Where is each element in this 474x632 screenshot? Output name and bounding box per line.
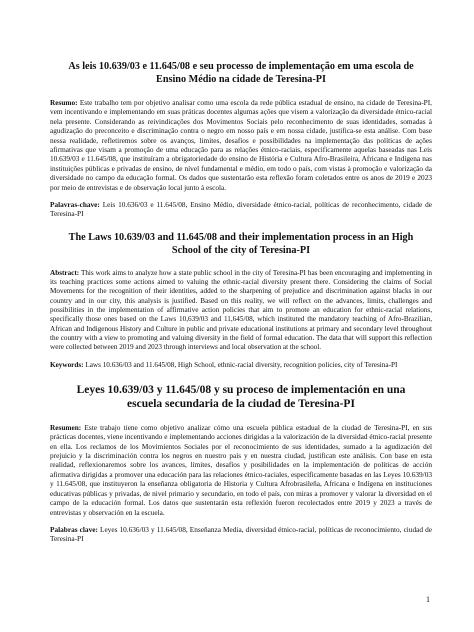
abstract-text-spanish: Este trabajo tiene como objetivo analizar cómo una escuela pública estadual de la ciudad de Teresina-PI, en sus prácticas docentes, viene incentivando e implementando acciones dirigidas a la valorización de la diversidad étnico-racial presente en ella. Los reclamos de los Movimientos Sociales por el reconocimiento de sus identidades, sumado a la agudización del prejuicio y la discriminación contra los negros en nuestro país y en nuestra ciudad, justifican este análisis. Con base en esta realidad, reflexionaremos sobre los avances, límites, desafíos y posibilidades en la implementación de políticas de acción afirmativa dirigidas a promover una educación para las relaciones étnico-raciales, específicamente basadas en las Leyes 10.639/03 y 11.645/08, que instituyeron la enseñanza obligatoria de Historia y Cultura Afrobrasileña, Africana e Indígena en instituciones educativas públicas y privadas, de nivel primario y secundario, en todo el país, con miras a promover y valorar la diversidad en el campo de la educación formal. Los datos que sustentarán esta reflexión fueron recolectados entre 2019 y 2023 a través de entrevistas y observación en la escuela. <box>50 422 432 517</box>
english-section <box>50 231 432 370</box>
keywords-english <box>50 361 432 370</box>
abstract-label-english: Abstract: <box>50 268 80 277</box>
keywords-text-english: Laws 10.636/03 and 11.645/08, High School, ethnic-racial diversity, recognition policies, city of Teresina-PI <box>85 360 398 369</box>
keywords-text-portuguese: Leis 10.636/03 e 11.645/08, Ensino Médio, diversidade étnico-racial, políticas de reconhecimento, cidade de Teresina-PI <box>50 200 432 219</box>
keywords-spanish <box>50 525 432 544</box>
abstract-text-english: This work aims to analyze how a state public school in the city of Teresina-PI has been encouraging and implementing in its teaching practices some actions aimed to valuing the ethnic-racial diversity present there. Considering the claims of Social Movements for the recognition of their identities, added to the sharpening of prejudice and discrimination against blacks in our country and in our city, this analysis is justified. Based on this reality, we will reflect on the advances, limits, challenges and possibilities in the implementation of affirmative action policies that aim to promote an education for ethnic-racial relations, specifically those ones based on the Laws 10,639/03 and 11,645/08, which instituted the mandatory teaching of Afro-Brazilian, African and Indigenous History and Culture in public and private educational institutions at primary and secondary level throughout the country with a view to promoting and valuing diversity in the field of formal education. The data that will support this reflection were collected between 2019 and 2023 through interviews and local observation at the school. <box>50 268 432 352</box>
page-number: 1 <box>426 595 430 604</box>
abstract-label-portuguese: Resumo: <box>50 98 78 107</box>
portuguese-section <box>50 60 432 219</box>
abstract-label-spanish: Resumen: <box>50 422 82 432</box>
title-spanish: Leyes 10.639/03 y 11.645/08 y su proceso de implementación en una escuela secundaria de la ciudad de Teresina-PI <box>76 383 406 410</box>
abstract-text-portuguese: Este trabalho tem por objetivo analisar como uma escola da rede pública estadual de ensino, na cidade de Teresina-PI, vem incentivando e implementando em suas práticas docentes algumas ações que visem a valorização da diversidade étnico-racial nela presente. Considerando as reivindicações dos Movimentos Sociais pelo reconhecimento de suas identidades, somadas à agudização do preconceito e discriminação contra o negro em nosso país e em nossa cidade, justifica-se esta análise. Com base nessa realidade, refletiremos sobre os avanços, limites, desafios e possibilidades na implementação das políticas de ações afirmativas que visam a promoção de uma educação para as relações étnico-raciais, especificamente aquelas baseadas nas Leis 10.639/03 e 11.645/08, que instituíram a obrigatoriedade do ensino de História e Cultura Afro-Brasileira, Africana e Indígena nas instituições públicas e privadas de ensino, de nível fundamental e médio, em todo o país, com vistas à promoção e valorização da diversidade no campo da educação formal. Os dados que sustentarão esta reflexão foram coletados entre os anos de 2019 e 2023 por meio de entrevistas e de observação local junto à escola. <box>50 98 432 192</box>
keywords-label-english: Keywords: <box>50 360 84 369</box>
keywords-label-portuguese: Palavras-chave: <box>50 200 100 210</box>
keywords-text-spanish: Leyes 10.636/03 y 11.645/08, Enseñanza Media, diversidad étnico-racial, políticas de reconocimiento, ciudad de Teresina-PI <box>50 524 432 544</box>
keywords-label-spanish: Palabras clave: <box>50 524 98 534</box>
abstract-english <box>50 269 432 353</box>
abstract-portuguese <box>50 98 432 192</box>
keywords-portuguese <box>50 200 432 219</box>
title-english: The Laws 10.639/03 and 11.645/08 and their implementation process in an High School of the city of Teresina-PI <box>68 231 414 256</box>
title-portuguese: As leis 10.639/03 e 11.645/08 e seu processo de implementação em uma escola de Ensino Médio na cidade de Teresina-PI <box>68 61 414 85</box>
spanish-section <box>50 383 432 544</box>
abstract-spanish <box>50 423 432 517</box>
